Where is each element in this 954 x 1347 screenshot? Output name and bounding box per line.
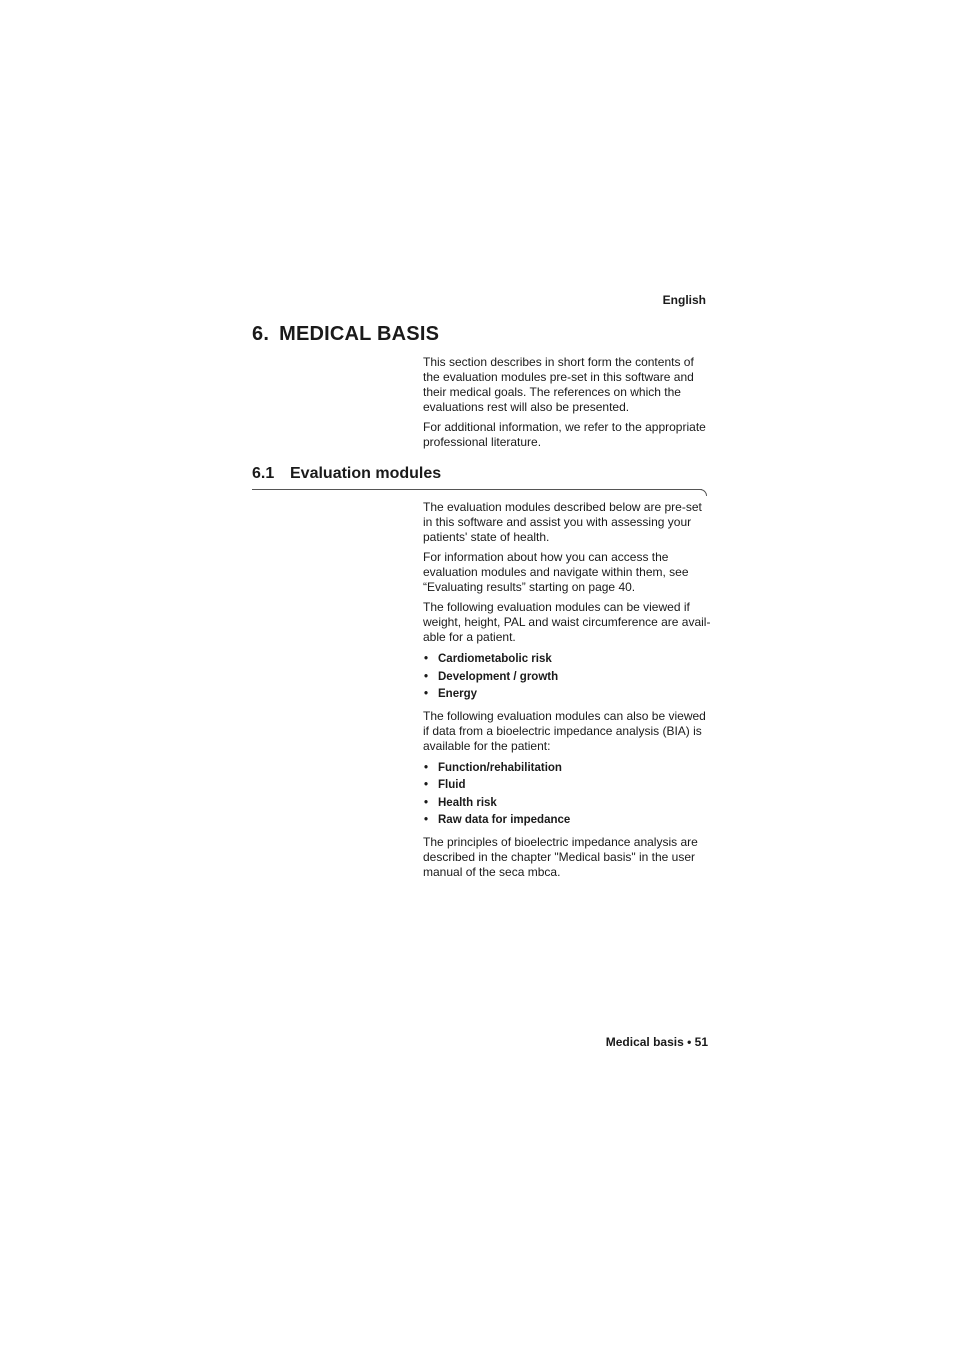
section-paragraph-4: The following evaluation modules can also be viewed if data from a bioelectric impedance analysis (BIA) is available for the patient: bbox=[423, 708, 706, 753]
section-paragraph-1: The evaluation modules described below are pre-set in this software and assist you with assessing your patients' state of health. bbox=[423, 500, 702, 544]
section-title: Evaluation modules bbox=[290, 465, 442, 482]
list-item: • Energy bbox=[423, 686, 713, 704]
section-divider-curve bbox=[700, 489, 707, 496]
section-heading bbox=[252, 465, 441, 483]
section-divider bbox=[252, 489, 702, 490]
intro-paragraph-1: This section describes in short form the contents of the evaluation modules pre-set in this software and their medical goals. The references on which the evaluations rest will also be presented. bbox=[423, 355, 694, 414]
list-item: • Raw data for impedance bbox=[423, 812, 713, 830]
list-item: • Fluid bbox=[423, 777, 713, 795]
chapter-intro bbox=[423, 355, 713, 455]
list-item: • Function/rehabilitation bbox=[423, 760, 713, 778]
section-number: 6.1 bbox=[252, 465, 275, 482]
chapter-title: MEDICAL BASIS bbox=[279, 323, 440, 345]
section-paragraph-2: For information about how you can access the evaluation modules and navigate within them, see “Evaluating results” starting on page 40. bbox=[423, 550, 689, 594]
section-paragraph-5: The principles of bioelectric impedance analysis are described in the chapter "Medical basis" in the user manual of the seca mbca. bbox=[423, 834, 698, 879]
module-list-bia bbox=[423, 760, 713, 830]
language-label: English bbox=[662, 293, 706, 307]
list-item: • Health risk bbox=[423, 795, 713, 813]
section-paragraph-3: The following evaluation modules can be viewed if weight, height, PAL and waist circumference are avail-able for a patient. bbox=[423, 600, 711, 644]
chapter-number: 6. bbox=[252, 323, 270, 345]
chapter-heading bbox=[252, 323, 439, 346]
page-footer: Medical basis • 51 bbox=[605, 1035, 708, 1049]
intro-paragraph-2: For additional information, we refer to the appropriate professional literature. bbox=[423, 420, 706, 449]
list-item: • Cardiometabolic risk bbox=[423, 651, 713, 669]
module-list-basic bbox=[423, 651, 713, 704]
section-body bbox=[423, 500, 713, 885]
list-item: • Development / growth bbox=[423, 669, 713, 687]
